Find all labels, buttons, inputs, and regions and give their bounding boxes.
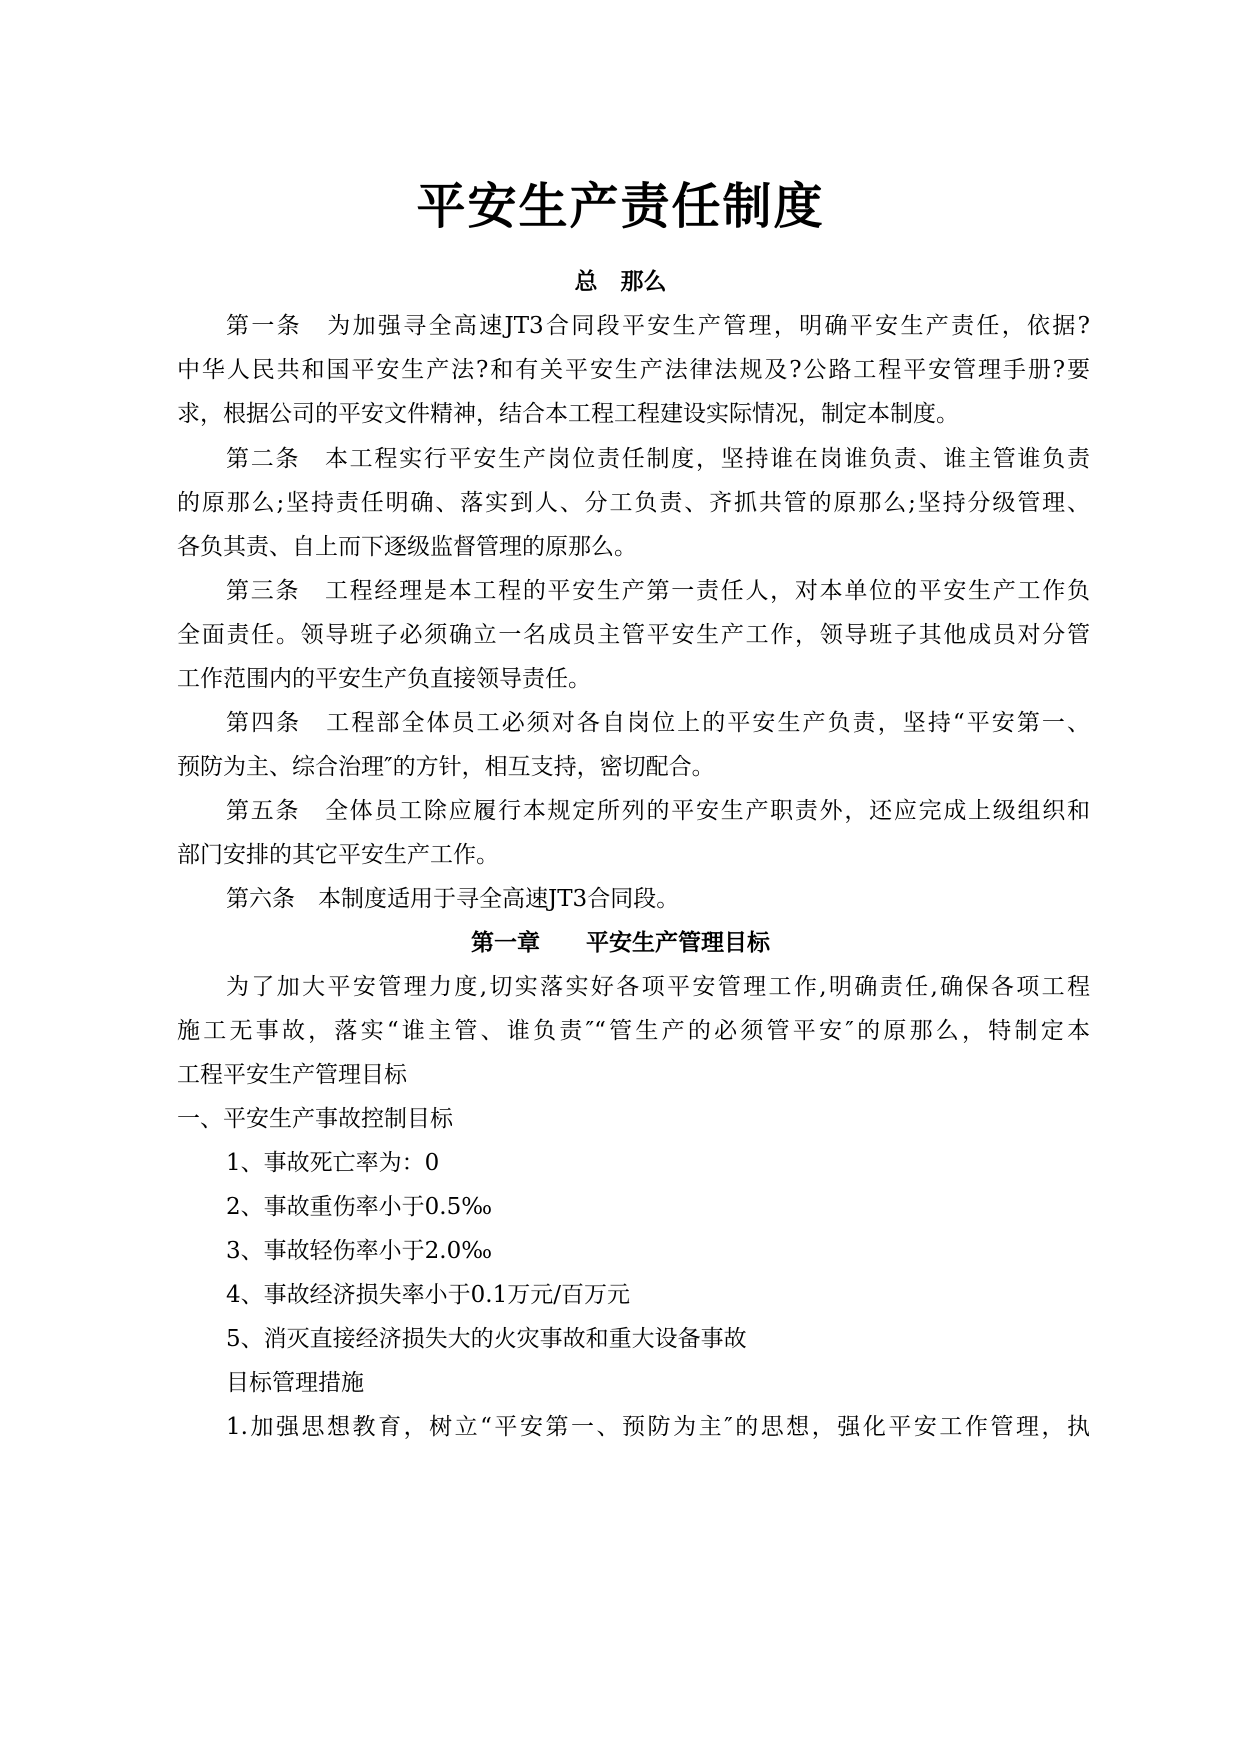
chapter-1-intro-line-2: 施工无事故，落实“谁主管、谁负责″“管生产的必须管平安″的原那么，特制定本 (177, 1018, 1090, 1044)
article-4-line-2: 预防为主、综合治理″的方针，相互支持，密切配合。 (177, 754, 715, 780)
section-1-heading: 一、平安生产事故控制目标 (177, 1106, 453, 1132)
chapter-1-heading: 第一章 平安生产管理目标 (471, 929, 770, 956)
chapter-1-intro-line-1: 为了加大平安管理力度,切实落实好各项平安管理工作,明确责任,确保各项工程 (226, 974, 1090, 1000)
measures-heading: 目标管理措施 (226, 1370, 364, 1396)
target-item-3: 3、事故轻伤率小于2.0‰ (226, 1238, 493, 1264)
article-3-line-3: 工作范围内的平安生产负直接领导责任。 (177, 666, 591, 692)
document-title: 平安生产责任制度 (416, 177, 825, 235)
target-item-4: 4、事故经济损失率小于0.1万元/百万元 (226, 1282, 630, 1308)
article-5-line-2: 部门安排的其它平安生产工作。 (177, 842, 499, 868)
general-provisions-heading: 总 那么 (574, 268, 667, 295)
article-1-line-3: 求，根据公司的平安文件精神，结合本工程工程建设实际情况，制定本制度。 (177, 401, 959, 427)
article-1-line-1: 第一条 为加强寻全高速JT3合同段平安生产管理，明确平安生产责任，依据? (226, 313, 1090, 339)
article-3-line-1: 第三条 工程经理是本工程的平安生产第一责任人，对本单位的平安生产工作负 (226, 578, 1090, 604)
target-item-1: 1、事故死亡率为：0 (226, 1150, 440, 1176)
target-item-2: 2、事故重伤率小于0.5‰ (226, 1194, 493, 1220)
chapter-1-intro-line-3: 工程平安生产管理目标 (177, 1062, 407, 1088)
measure-1-line-1: 1.加强思想教育，树立“平安第一、预防为主″的思想，强化平安工作管理，执 (226, 1414, 1090, 1440)
article-5-line-1: 第五条 全体员工除应履行本规定所列的平安生产职责外，还应完成上级组织和 (226, 798, 1090, 824)
article-2-line-2: 的原那么;坚持责任明确、落实到人、分工负责、齐抓共管的原那么;坚持分级管理、 (177, 490, 1090, 516)
article-3-line-2: 全面责任。领导班子必须确立一名成员主管平安生产工作，领导班子其他成员对分管 (177, 622, 1090, 648)
article-6-line-1: 第六条 本制度适用于寻全高速JT3合同段。 (226, 886, 680, 912)
target-item-5: 5、消灭直接经济损失大的火灾事故和重大设备事故 (226, 1326, 747, 1352)
article-2-line-1: 第二条 本工程实行平安生产岗位责任制度，坚持谁在岗谁负责、谁主管谁负责 (226, 446, 1090, 472)
article-1-line-2: 中华人民共和国平安生产法?和有关平安生产法律法规及?公路工程平安管理手册?要 (177, 357, 1090, 383)
article-2-line-3: 各负其责、自上而下逐级监督管理的原那么。 (177, 534, 637, 560)
article-4-line-1: 第四条 工程部全体员工必须对各自岗位上的平安生产负责，坚持“平安第一、 (226, 710, 1090, 736)
